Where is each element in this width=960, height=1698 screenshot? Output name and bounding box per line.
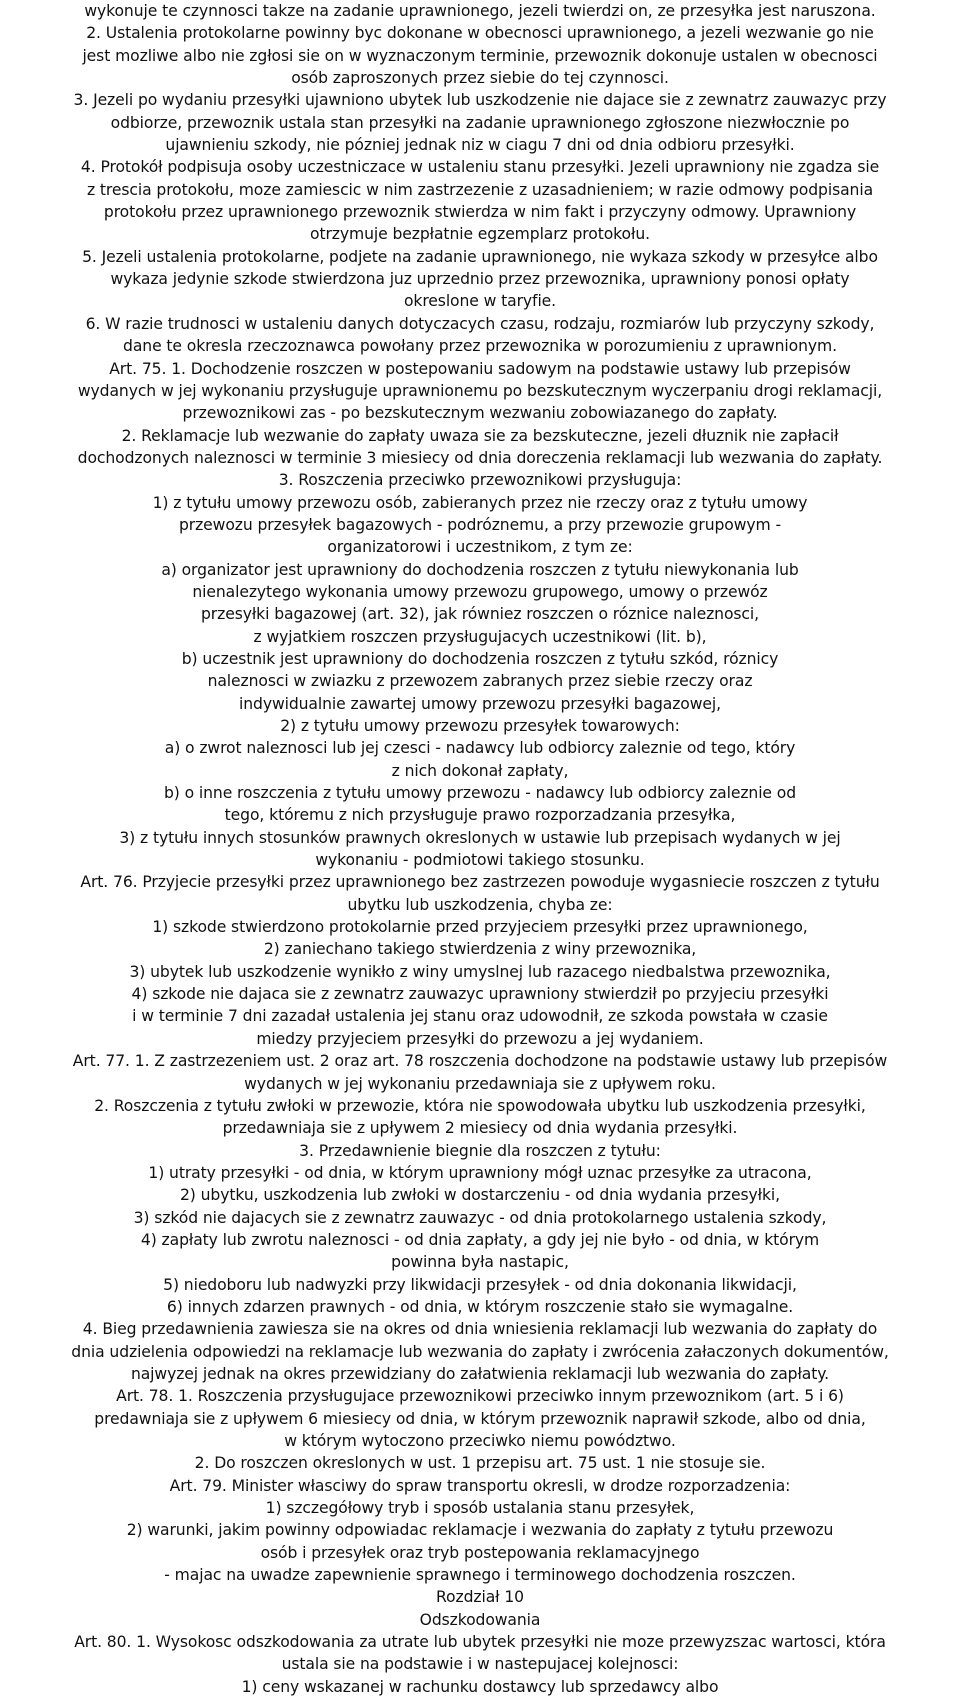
text-line: 5) niedoboru lub nadwyzki przy likwidacji przesyłek - od dnia dokonania likwidacji, (163, 1275, 797, 1294)
text-line: 1) szczegółowy tryb i sposób ustalania stanu przesyłek, (265, 1499, 695, 1518)
text-line: z wyjatkiem roszczen przysługujacych uczestnikowi (lit. b), (253, 627, 707, 646)
text-line: protokołu przez uprawnionego przewoznik stwierdza w nim fakt i przyczyny odmowy. Uprawniony (103, 203, 857, 222)
text-line: Art. 78. 1. Roszczenia przysługujace przewoznikowi przeciwko innym przewoznikom (art. 5 i 6) (116, 1387, 844, 1406)
text-line: osób i przesyłek oraz tryb postepowania reklamacyjnego (260, 1543, 700, 1562)
text-line: 6. W razie trudnosci w ustaleniu danych dotyczacych czasu, rodzaju, rozmiarów lub przyczyny szkody, (85, 314, 875, 333)
text-line: 2. Ustalenia protokolarne powinny byc dokonane w obecnosci uprawnionego, a jezeli wezwanie go nie (86, 24, 874, 43)
text-line: dochodzonych naleznosci w terminie 3 miesiecy od dnia doreczenia reklamacji lub wezwania do zapłaty. (77, 448, 883, 467)
text-line: wykaza jedynie szkode stwierdzona juz uprzednio przez przewoznika, uprawniony ponosi opłaty (110, 270, 850, 289)
text-line: przewozu przesyłek bagazowych - podróznemu, a przy przewozie grupowym - (178, 515, 781, 534)
text-line: 3) ubytek lub uszkodzenie wynikło z winy umyslnej lub razacego niedbalstwa przewoznika, (129, 962, 831, 981)
text-line: tego, któremu z nich przysługuje prawo rozporzadzania przesyłka, (224, 806, 736, 825)
text-line: indywidualnie zawartej umowy przewozu przesyłki bagazowej, (239, 694, 721, 713)
text-line: 2) warunki, jakim powinny odpowiadac reklamacje i wezwania do zapłaty z tytułu przewozu (126, 1521, 834, 1540)
text-line: 6) innych zdarzen prawnych - od dnia, w którym roszczenie stało sie wymagalne. (166, 1297, 794, 1316)
text-line: Art. 79. Minister własciwy do spraw transportu okresli, w drodze rozporzadzenia: (169, 1476, 791, 1495)
text-line: z nich dokonał zapłaty, (391, 761, 569, 780)
text-line: Rozdział 10 (436, 1588, 524, 1607)
text-line: w którym wytoczono przeciwko niemu powództwo. (284, 1432, 676, 1450)
text-line: Art. 75. 1. Dochodzenie roszczen w postepowaniu sadowym na podstawie ustawy lub przepisów (109, 359, 851, 378)
text-line: 1) utraty przesyłki - od dnia, w którym uprawniony mógł uznac przesyłke za utracona, (148, 1163, 812, 1182)
text-line: powinna była nastapic, (391, 1253, 569, 1272)
text-line: 3) szkód nie dajacych sie z zewnatrz zauwazyc - od dnia protokolarnego ustalenia szkody, (133, 1208, 827, 1227)
text-line: nienalezytego wykonania umowy przewozu grupowego, umowy o przewóz (192, 582, 768, 601)
text-line: najwyzej jednak na okres przewidziany do załatwienia reklamacji lub wezwania do zapłaty. (130, 1364, 830, 1383)
text-line: 2. Reklamacje lub wezwanie do zapłaty uwaza sie za bezskuteczne, jezeli dłuznik nie zapłacił (121, 426, 839, 445)
text-line: Art. 77. 1. Z zastrzezeniem ust. 2 oraz art. 78 roszczenia dochodzone na podstawie ustawy lub przepisów (72, 1052, 888, 1071)
text-line: 3) z tytułu innych stosunków prawnych okreslonych w ustawie lub przepisach wydanych w jej (119, 828, 841, 847)
text-line: predawniaja sie z upływem 6 miesiecy od dnia, w którym przewoznik naprawił szkode, albo od dnia, (94, 1409, 866, 1428)
text-line: - majac na uwadze zapewnienie sprawnego i terminowego dochodzenia roszczen. (164, 1566, 796, 1585)
text-line: 1) ceny wskazanej w rachunku dostawcy lub sprzedawcy albo (241, 1677, 719, 1696)
text-line: 4. Protokół podpisuja osoby uczestniczace w ustaleniu stanu przesyłki. Jezeli uprawniony nie zgadza sie (80, 158, 880, 177)
text-line: ujawnieniu szkody, nie pózniej jednak niz w ciagu 7 dni od dnia odbioru przesyłki. (165, 136, 795, 155)
text-line: ustala sie na podstawie i w nastepujacej kolejnosci: (281, 1655, 679, 1674)
text-line: okreslone w taryfie. (403, 292, 557, 311)
text-line: wykonuje te czynnosci takze na zadanie uprawnionego, jezeli twierdzi on, ze przesyłka jest naruszona. (84, 2, 876, 20)
text-line: odbiorze, przewoznik ustala stan przesyłki na zadanie uprawnionego zgłoszone niezwłocznie po (110, 113, 850, 132)
text-line: wydanych w jej wykonaniu przysługuje uprawnionemu po bezskutecznym wyczerpaniu drogi reklamacji, (77, 381, 883, 400)
text-line: 2) ubytku, uszkodzenia lub zwłoki w dostarczeniu - od dnia wydania przesyłki, (179, 1186, 781, 1205)
text-line: a) organizator jest uprawniony do dochodzenia roszczen z tytułu niewykonania lub (161, 560, 799, 579)
text-line: przewoznikowi zas - po bezskutecznym wezwaniu zobowiazanego do zapłaty. (182, 404, 778, 423)
text-line: wydanych w jej wykonaniu przedawniaja sie z upływem roku. (244, 1074, 716, 1093)
text-line: b) o inne roszczenia z tytułu umowy przewozu - nadawcy lub odbiorcy zaleznie od (163, 784, 797, 803)
text-line: Art. 80. 1. Wysokosc odszkodowania za utrate lub ubytek przesyłki nie moze przewyzszac wartosci, która (74, 1633, 886, 1652)
text-line: 3. Jezeli po wydaniu przesyłki ujawniono ubytek lub uszkodzenie nie dajace sie z zewnatrz zauwazyc przy (73, 91, 887, 110)
text-line: 2) zaniechano takiego stwierdzenia z winy przewoznika, (263, 940, 697, 959)
text-line: otrzymuje bezpłatnie egzemplarz protokołu. (310, 225, 650, 244)
text-line: 2) z tytułu umowy przewozu przesyłek towarowych: (280, 717, 680, 735)
text-line: 5. Jezeli ustalenia protokolarne, podjete na zadanie uprawnionego, nie wykaza szkody w przesyłce albo (82, 247, 878, 266)
text-line: dane te okresla rzeczoznawca powołany przez przewoznika w porozumieniu z uprawnionym. (123, 337, 837, 356)
text-line: i w terminie 7 dni zazadał ustalenia jej stanu oraz udowodnił, ze szkoda powstała w czasie (132, 1007, 828, 1026)
text-line: 1) szkode stwierdzono protokolarnie przed przyjeciem przesyłki przez uprawnionego, (152, 918, 808, 937)
text-line: przedawniaja sie z upływem 2 miesiecy od dnia wydania przesyłki. (222, 1119, 738, 1138)
text-line: 2. Roszczenia z tytułu zwłoki w przewozie, która nie spowodowała ubytku lub uszkodzenia przesyłki, (94, 1096, 866, 1115)
text-line: jest mozliwe albo nie zgłosi sie on w wyznaczonym terminie, przewoznik dokonuje ustalen w obecnosci (82, 46, 878, 65)
text-line: Odszkodowania (419, 1610, 541, 1629)
text-line: przesyłki bagazowej (art. 32), jak równiez roszczen o róznice naleznosci, (201, 605, 759, 624)
text-line: z trescia protokołu, moze zamiescic w nim zastrzezenie z uzasadnieniem; w razie odmowy podpisania (86, 180, 874, 199)
text-line: Art. 76. Przyjecie przesyłki przez uprawnionego bez zastrzezen powoduje wygasniecie roszczen z tytułu (80, 873, 880, 892)
text-line: 4) zapłaty lub zwrotu naleznosci - od dnia zapłaty, a gdy jej nie było - od dnia, w którym (140, 1230, 820, 1249)
text-line: wykonaniu - podmiotowi takiego stosunku. (315, 851, 645, 870)
text-line: 4) szkode nie dajaca sie z zewnatrz zauwazyc uprawniony stwierdził po przyjeciu przesyłki (131, 985, 829, 1004)
text-line: miedzy przyjeciem przesyłki do przewozu a jej wydaniem. (256, 1029, 704, 1048)
text-line: 3. Roszczenia przeciwko przewoznikowi przysługuja: (278, 471, 682, 490)
text-line: 3. Przedawnienie biegnie dla roszczen z tytułu: (299, 1141, 661, 1160)
text-line: 4. Bieg przedawnienia zawiesza sie na okres od dnia wniesienia reklamacji lub wezwania do zapłaty do (82, 1320, 878, 1339)
text-line: b) uczestnik jest uprawniony do dochodzenia roszczen z tytułu szkód, róznicy (181, 649, 779, 668)
text-line: 1) z tytułu umowy przewozu osób, zabieranych przez nie rzeczy oraz z tytułu umowy (152, 493, 808, 512)
text-line: a) o zwrot naleznosci lub jej czesci - nadawcy lub odbiorcy zaleznie od tego, który (164, 739, 796, 758)
text-line: ubytku lub uszkodzenia, chyba ze: (347, 895, 613, 914)
text-line: dnia udzielenia odpowiedzi na reklamacje lub wezwania do zapłaty i zwrócenia załaczonych dokumentów, (71, 1342, 889, 1361)
text-line: 2. Do roszczen okreslonych w ust. 1 przepisu art. 75 ust. 1 nie stosuje sie. (194, 1454, 766, 1473)
text-line: osób zaproszonych przez siebie do tej czynnosci. (291, 69, 669, 88)
text-line: organizatorowi i uczestnikom, z tym ze: (327, 538, 633, 557)
text-line: naleznosci w zwiazku z przewozem zabranych przez siebie rzeczy oraz (207, 672, 753, 691)
